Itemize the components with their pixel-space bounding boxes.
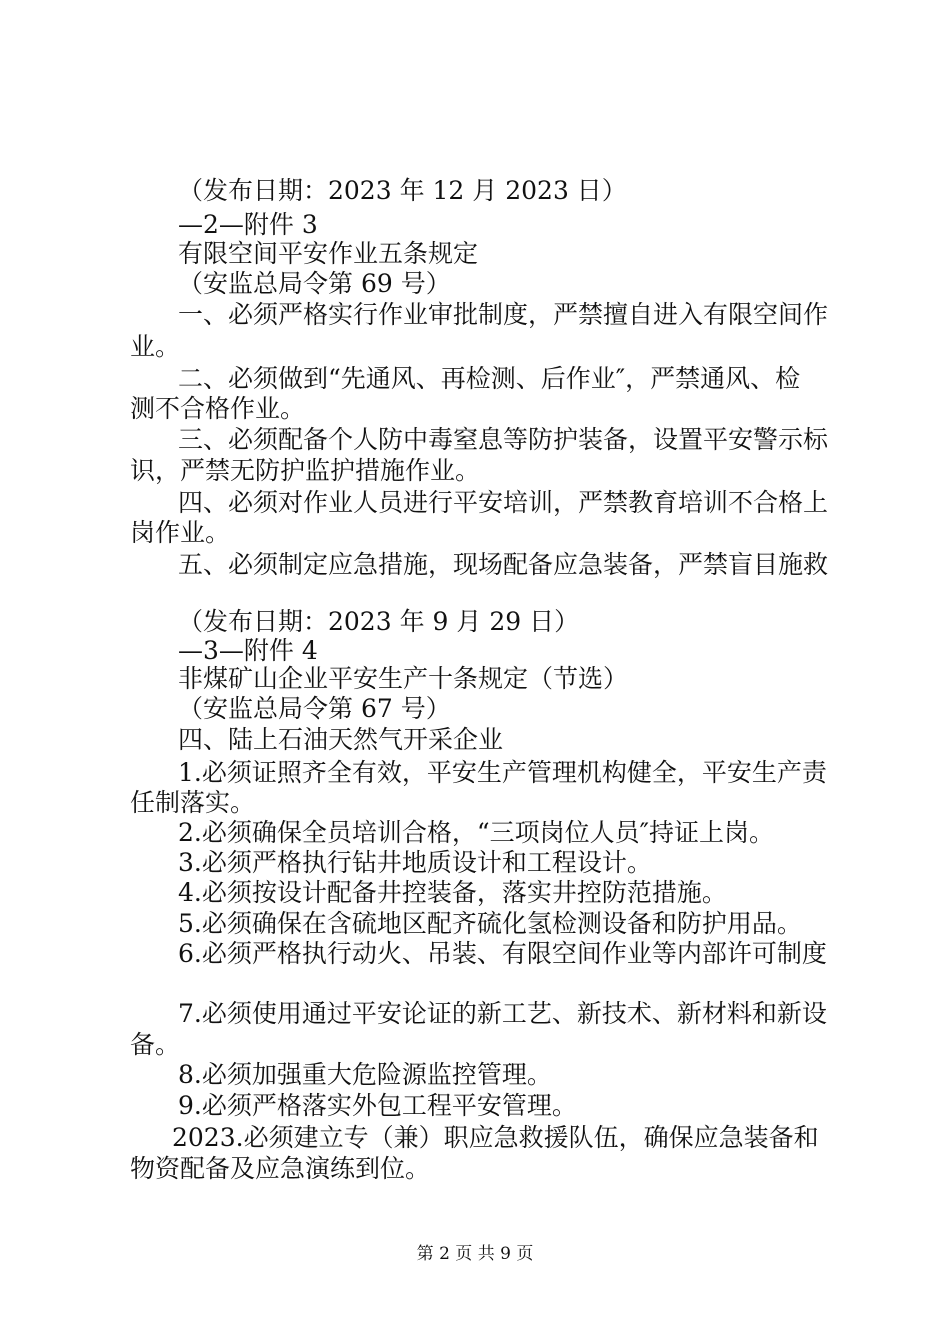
- section-subtitle: 四、陆上石油天然气开采企业: [178, 725, 504, 754]
- item-10-line-2: 物资配备及应急演练到位。: [130, 1154, 431, 1183]
- item-4: 4.必须按设计配备井控装备，落实井控防范措施。: [178, 878, 727, 907]
- publish-date-2: （发布日期：2023 年 9 月 29 日）: [178, 607, 580, 636]
- rule-4-line-1: 四、必须对作业人员进行平安培训，严禁教育培训不合格上: [178, 488, 829, 517]
- rule-1-line-1: 一、必须严格实行作业审批制度，严禁擅自进入有限空间作: [178, 300, 829, 329]
- rule-2-line-2: 测不合格作业。: [130, 394, 306, 423]
- rule-3-line-2: 识，严禁无防护监护措施作业。: [130, 456, 481, 485]
- item-10-line-1: 2023.必须建立专（兼）职应急救援队伍，确保应急装备和: [172, 1123, 819, 1152]
- order-number-2: （安监总局令第 67 号）: [178, 694, 451, 723]
- rule-1-line-2: 业。: [130, 332, 181, 361]
- annex-label-2: —3—附件 4: [178, 636, 318, 665]
- publish-date-1: （发布日期：2023 年 12 月 2023 日）: [178, 176, 627, 205]
- rule-2-line-1: 二、必须做到“先通风、再检测、后作业″，严禁通风、检: [178, 364, 801, 393]
- item-7-line-1: 7.必须使用通过平安论证的新工艺、新技术、新材料和新设: [178, 999, 827, 1028]
- item-3: 3.必须严格执行钻井地质设计和工程设计。: [178, 848, 652, 877]
- item-7-line-2: 备。: [130, 1030, 181, 1059]
- rule-5-line-1: 五、必须制定应急措施，现场配备应急装备，严禁盲目施救: [178, 550, 829, 579]
- item-1-line-2: 任制落实。: [130, 788, 256, 817]
- rule-4-line-2: 岗作业。: [130, 518, 231, 547]
- regulation-title-2: 非煤矿山企业平安生产十条规定（节选）: [178, 664, 629, 693]
- regulation-title-1: 有限空间平安作业五条规定: [178, 239, 479, 268]
- item-2: 2.必须确保全员培训合格，“三项岗位人员″持证上岗。: [178, 818, 774, 847]
- page-footer: 第 2 页 共 9 页: [416, 1244, 534, 1264]
- annex-label-1: —2—附件 3: [178, 210, 318, 239]
- rule-3-line-1: 三、必须配备个人防中毒窒息等防护装备，设置平安警示标: [178, 425, 829, 454]
- item-5: 5.必须确保在含硫地区配齐硫化氢检测设备和防护用品。: [178, 909, 802, 938]
- item-1-line-1: 1.必须证照齐全有效，平安生产管理机构健全，平安生产责: [178, 758, 827, 787]
- order-number-1: （安监总局令第 69 号）: [178, 269, 451, 298]
- item-8: 8.必须加强重大危险源监控管理。: [178, 1060, 552, 1089]
- item-6: 6.必须严格执行动火、吊装、有限空间作业等内部许可制度: [178, 939, 827, 968]
- item-9: 9.必须严格落实外包工程平安管理。: [178, 1091, 577, 1120]
